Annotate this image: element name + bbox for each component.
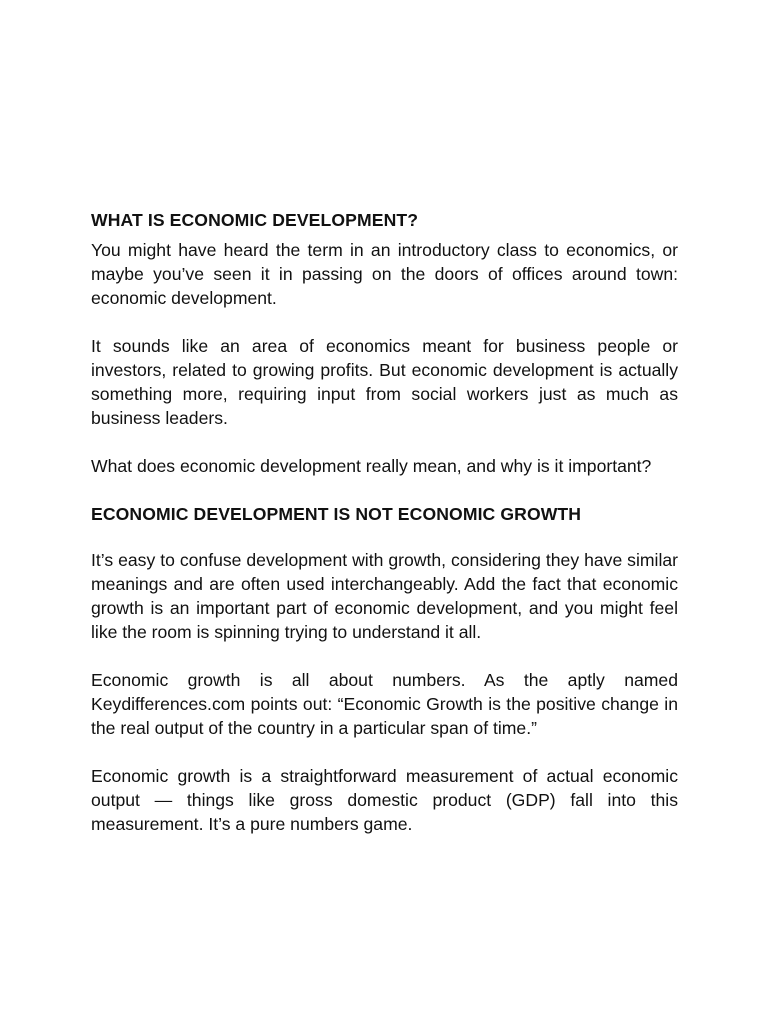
paragraph-growth-measurement: Economic growth is a straightforward measurement of actual economic output — things like gross domestic product (GDP) fall into this measurement. It’s a pure numbers game. bbox=[91, 766, 678, 834]
paragraph-growth-numbers: Economic growth is all about numbers. As the aptly named Keydifferences.com points out: “Economic Growth is the positive change in the real output of the country in a particular span of time.” bbox=[91, 670, 678, 738]
section-heading-not-economic-growth: ECONOMIC DEVELOPMENT IS NOT ECONOMIC GROWTH bbox=[91, 504, 582, 524]
document-page bbox=[91, 208, 678, 836]
paragraph-sounds-like: It sounds like an area of economics meant for business people or investors, related to growing profits. But economic development is actually something more, requiring input from social workers just as much as business leaders. bbox=[91, 336, 678, 428]
paragraph-confuse-growth: It’s easy to confuse development with growth, considering they have similar meanings and are often used interchangeably. Add the fact that economic growth is an important part of economic development, and you might feel like the room is spinning trying to understand it all. bbox=[91, 550, 678, 642]
paragraph-intro: You might have heard the term in an introductory class to economics, or maybe you’ve seen it in passing on the doors of offices around town: economic development. bbox=[91, 240, 678, 308]
paragraph-question: What does economic development really mean, and why is it important? bbox=[91, 456, 652, 476]
section-heading-what-is-economic-development: WHAT IS ECONOMIC DEVELOPMENT? bbox=[91, 210, 419, 230]
